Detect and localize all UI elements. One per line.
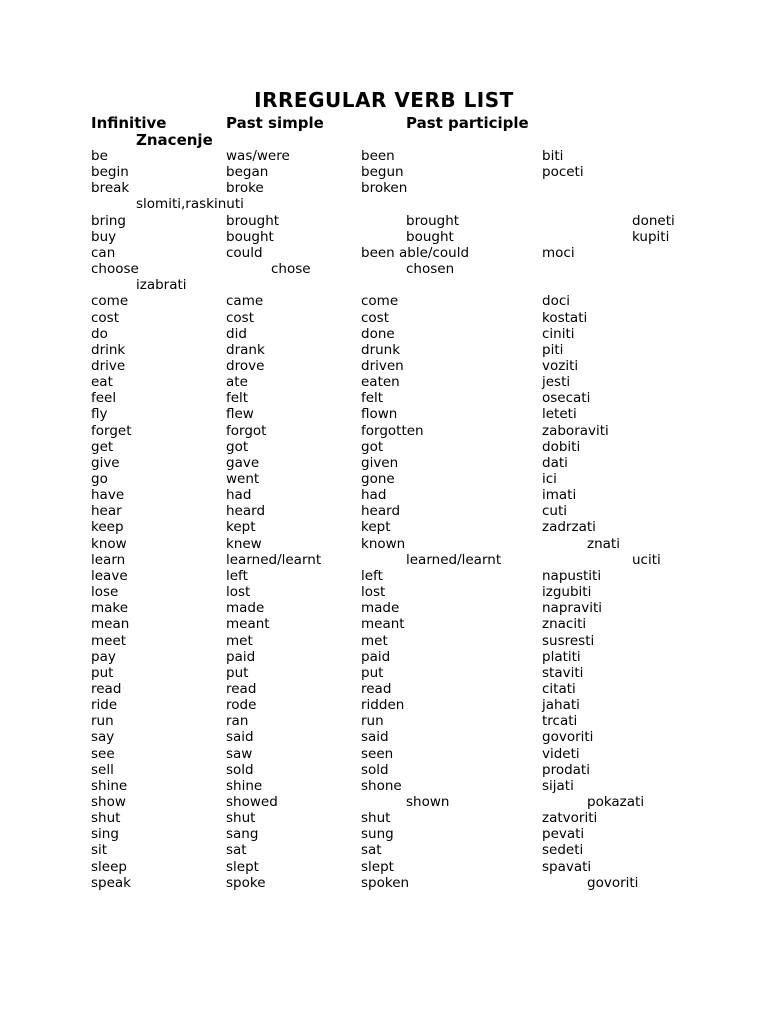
verb-cell-past-participle: shown	[406, 794, 450, 810]
verb-cell-infinitive: choose	[91, 261, 139, 278]
verb-cell-past-participle: done	[361, 325, 395, 342]
verb-cell-past-simple: had	[226, 487, 252, 504]
verb-cell-meaning: videti	[542, 745, 580, 762]
verb-cell-meaning: zadrzati	[542, 519, 596, 536]
verb-cell-past-participle: brought	[406, 212, 460, 229]
verb-cell-past-simple: chose	[271, 261, 311, 278]
verb-cell-past-participle: driven	[361, 357, 404, 374]
verb-cell-past-simple: shine	[226, 777, 263, 794]
verb-cell-meaning: zaboraviti	[542, 422, 609, 439]
verb-cell-past-simple: rode	[226, 697, 257, 714]
verb-cell-infinitive: shine	[91, 777, 128, 794]
verb-cell-past-participle: shone	[361, 777, 402, 794]
verb-cell-meaning: osecati	[542, 390, 591, 407]
verb-cell-meaning: imati	[542, 487, 577, 504]
verb-cell-meaning: slomiti,raskinuti	[136, 196, 244, 213]
verb-cell-past-participle: been able/could	[361, 244, 470, 261]
verb-cell-meaning: citati	[542, 680, 576, 697]
page-title: IRREGULAR VERB LIST	[254, 88, 514, 112]
verb-cell-infinitive: know	[91, 535, 127, 552]
verb-cell-past-participle: felt	[361, 390, 384, 407]
header-past-simple: Past simple	[226, 114, 324, 132]
verb-cell-infinitive: break	[91, 180, 130, 197]
verb-cell-past-participle: gone	[361, 471, 395, 487]
verb-cell-meaning: uciti	[632, 551, 661, 568]
verb-cell-past-simple: drove	[226, 357, 265, 374]
verb-cell-past-simple: said	[226, 729, 254, 746]
verb-cell-past-participle: sold	[361, 761, 389, 778]
verb-cell-past-participle: been	[361, 148, 395, 164]
verb-cell-past-simple: forgot	[226, 422, 267, 439]
verb-cell-infinitive: meet	[91, 632, 127, 649]
verb-cell-past-participle: had	[361, 487, 387, 504]
verb-cell-infinitive: drink	[91, 341, 126, 358]
header-past-participle: Past participle	[406, 114, 529, 132]
verb-cell-past-simple: lost	[226, 584, 251, 601]
verb-cell-past-participle: come	[361, 293, 399, 310]
verb-cell-past-participle: ridden	[361, 697, 405, 714]
verb-cell-meaning: jahati	[542, 697, 580, 714]
verb-cell-meaning: pokazati	[587, 794, 645, 810]
verb-cell-meaning: sedeti	[542, 842, 584, 859]
verb-cell-meaning: platiti	[542, 648, 581, 665]
verb-cell-past-participle: eaten	[361, 374, 400, 391]
verb-cell-past-participle: run	[361, 713, 384, 730]
verb-cell-past-simple: kept	[226, 519, 256, 536]
verb-cell-infinitive: be	[91, 148, 108, 164]
verb-cell-infinitive: lose	[91, 584, 119, 601]
verb-cell-infinitive: leave	[91, 567, 128, 584]
verb-cell-infinitive: bring	[91, 212, 126, 229]
verb-cell-past-participle: begun	[361, 164, 404, 181]
verb-cell-meaning: doci	[542, 293, 571, 310]
verb-cell-meaning: piti	[542, 341, 564, 358]
verb-cell-infinitive: cost	[91, 309, 120, 326]
verb-cell-infinitive: make	[91, 600, 129, 617]
verb-cell-past-participle: left	[361, 567, 383, 584]
verb-cell-infinitive: hear	[91, 503, 122, 520]
verb-cell-past-participle: cost	[361, 309, 390, 326]
verb-cell-past-simple: ran	[226, 713, 249, 730]
verb-cell-past-participle: paid	[361, 648, 391, 665]
verb-cell-past-participle: seen	[361, 745, 394, 762]
verb-cell-infinitive: sit	[91, 842, 108, 859]
verb-cell-past-participle: lost	[361, 584, 386, 601]
verb-cell-meaning: napustiti	[542, 567, 602, 584]
verb-cell-past-participle: heard	[361, 503, 401, 520]
verb-cell-infinitive: speak	[91, 874, 131, 891]
verb-cell-infinitive: sell	[91, 761, 114, 778]
verb-cell-meaning: jesti	[542, 374, 571, 391]
verb-cell-past-simple: knew	[226, 535, 262, 552]
verb-cell-meaning: biti	[542, 148, 564, 164]
verb-cell-past-participle: made	[361, 600, 400, 617]
verb-cell-meaning: kupiti	[632, 228, 670, 245]
verb-cell-meaning: susresti	[542, 632, 595, 649]
verb-cell-past-simple: learned/learnt	[226, 551, 322, 568]
verb-cell-infinitive: run	[91, 713, 114, 730]
verb-cell-infinitive: begin	[91, 164, 129, 181]
verb-cell-meaning: moci	[542, 244, 575, 261]
verb-cell-past-simple: went	[226, 471, 260, 487]
verb-cell-past-simple: met	[226, 632, 253, 649]
verb-cell-meaning: dobiti	[542, 438, 581, 455]
verb-cell-past-participle: said	[361, 729, 389, 746]
verb-cell-past-simple: was/were	[226, 148, 290, 164]
verb-cell-infinitive: fly	[91, 406, 108, 423]
verb-cell-infinitive: come	[91, 293, 129, 310]
verb-cell-meaning: ici	[542, 471, 557, 487]
verb-cell-infinitive: sleep	[91, 858, 127, 875]
verb-cell-infinitive: can	[91, 244, 116, 261]
verb-cell-infinitive: see	[91, 745, 115, 762]
verb-cell-infinitive: mean	[91, 616, 130, 633]
verb-cell-infinitive: drive	[91, 357, 126, 374]
verb-cell-past-participle: given	[361, 454, 399, 471]
verb-cell-past-simple: saw	[226, 745, 253, 762]
verb-cell-past-simple: paid	[226, 648, 256, 665]
verb-cell-past-simple: got	[226, 438, 249, 455]
verb-cell-past-participle: chosen	[406, 261, 455, 278]
verb-cell-past-participle: broken	[361, 180, 408, 197]
verb-cell-past-participle: meant	[361, 616, 405, 633]
verb-cell-meaning: spavati	[542, 858, 592, 875]
verb-cell-infinitive: go	[91, 471, 108, 487]
verb-cell-past-simple: sat	[226, 842, 247, 859]
verb-cell-past-simple: heard	[226, 503, 266, 520]
verb-cell-past-participle: flown	[361, 406, 398, 423]
verb-cell-past-simple: sang	[226, 826, 259, 843]
verb-cell-meaning: govoriti	[587, 874, 639, 891]
verb-cell-past-simple: showed	[226, 794, 278, 810]
header-infinitive: Infinitive	[91, 114, 167, 132]
verb-cell-meaning: trcati	[542, 713, 578, 730]
verb-cell-past-simple: began	[226, 164, 269, 181]
verb-cell-past-simple: put	[226, 664, 249, 681]
verb-cell-meaning: doneti	[632, 212, 675, 229]
verb-cell-past-simple: did	[226, 325, 247, 342]
verb-cell-infinitive: have	[91, 487, 125, 504]
verb-cell-past-simple: left	[226, 567, 248, 584]
verb-cell-meaning: izabrati	[136, 277, 187, 294]
verb-cell-meaning: izgubiti	[542, 584, 592, 601]
verb-cell-past-simple: read	[226, 680, 257, 697]
verb-cell-meaning: poceti	[542, 164, 584, 181]
verb-cell-past-participle: read	[361, 680, 392, 697]
verb-cell-past-simple: cost	[226, 309, 255, 326]
verb-cell-past-participle: shut	[361, 810, 391, 827]
header-meaning: Znacenje	[136, 131, 213, 149]
verb-cell-past-simple: could	[226, 244, 263, 261]
verb-cell-past-participle: known	[361, 535, 406, 552]
verb-cell-infinitive: pay	[91, 648, 116, 665]
verb-cell-past-participle: bought	[406, 228, 454, 245]
verb-cell-infinitive: keep	[91, 519, 124, 536]
verb-cell-past-simple: slept	[226, 858, 259, 875]
verb-cell-meaning: govoriti	[542, 729, 594, 746]
verb-cell-infinitive: get	[91, 438, 114, 455]
verb-cell-past-participle: drunk	[361, 341, 401, 358]
verb-cell-past-participle: got	[361, 438, 384, 455]
verb-cell-meaning: sijati	[542, 777, 574, 794]
verb-cell-past-participle: put	[361, 664, 384, 681]
verb-cell-infinitive: do	[91, 325, 108, 342]
verb-cell-infinitive: say	[91, 729, 115, 746]
verb-cell-meaning: znati	[587, 535, 620, 552]
verb-cell-meaning: pevati	[542, 826, 585, 843]
verb-cell-past-participle: sung	[361, 826, 394, 843]
verb-cell-meaning: napraviti	[542, 600, 603, 617]
verb-cell-meaning: znaciti	[542, 616, 587, 633]
verb-cell-meaning: dati	[542, 454, 568, 471]
verb-cell-past-simple: felt	[226, 390, 249, 407]
verb-cell-past-simple: shut	[226, 810, 256, 827]
verb-cell-past-simple: sold	[226, 761, 254, 778]
verb-cell-past-simple: broke	[226, 180, 264, 197]
verb-cell-infinitive: forget	[91, 422, 132, 439]
verb-cell-past-participle: sat	[361, 842, 382, 859]
verb-cell-past-participle: slept	[361, 858, 394, 875]
verb-cell-infinitive: shut	[91, 810, 121, 827]
verb-cell-infinitive: feel	[91, 390, 117, 407]
verb-cell-meaning: zatvoriti	[542, 810, 598, 827]
verb-cell-past-simple: flew	[226, 406, 254, 423]
verb-cell-meaning: prodati	[542, 761, 590, 778]
verb-cell-infinitive: eat	[91, 374, 113, 391]
verb-cell-past-participle: forgotten	[361, 422, 424, 439]
verb-cell-past-simple: gave	[226, 454, 260, 471]
verb-cell-meaning: staviti	[542, 664, 584, 681]
verb-cell-past-participle: learned/learnt	[406, 551, 502, 568]
verb-cell-past-simple: ate	[226, 374, 248, 391]
verb-cell-past-simple: spoke	[226, 874, 266, 891]
verb-cell-meaning: leteti	[542, 406, 577, 423]
verb-cell-infinitive: buy	[91, 228, 117, 245]
verb-cell-past-simple: meant	[226, 616, 270, 633]
verb-cell-past-simple: came	[226, 293, 264, 310]
verb-cell-meaning: voziti	[542, 357, 579, 374]
verb-cell-infinitive: learn	[91, 551, 126, 568]
verb-cell-past-simple: bought	[226, 228, 274, 245]
verb-cell-infinitive: ride	[91, 697, 118, 714]
verb-cell-meaning: kostati	[542, 309, 588, 326]
verb-cell-past-simple: brought	[226, 212, 280, 229]
verb-cell-meaning: ciniti	[542, 325, 575, 342]
verb-cell-past-simple: drank	[226, 341, 265, 358]
verb-cell-past-participle: spoken	[361, 874, 410, 891]
verb-cell-infinitive: read	[91, 680, 122, 697]
verb-cell-past-participle: met	[361, 632, 388, 649]
verb-cell-infinitive: show	[91, 794, 126, 810]
verb-cell-past-participle: kept	[361, 519, 391, 536]
verb-cell-infinitive: sing	[91, 826, 119, 843]
verb-cell-infinitive: put	[91, 664, 114, 681]
verb-cell-meaning: cuti	[542, 503, 568, 520]
verb-cell-infinitive: give	[91, 454, 120, 471]
verb-cell-past-simple: made	[226, 600, 265, 617]
